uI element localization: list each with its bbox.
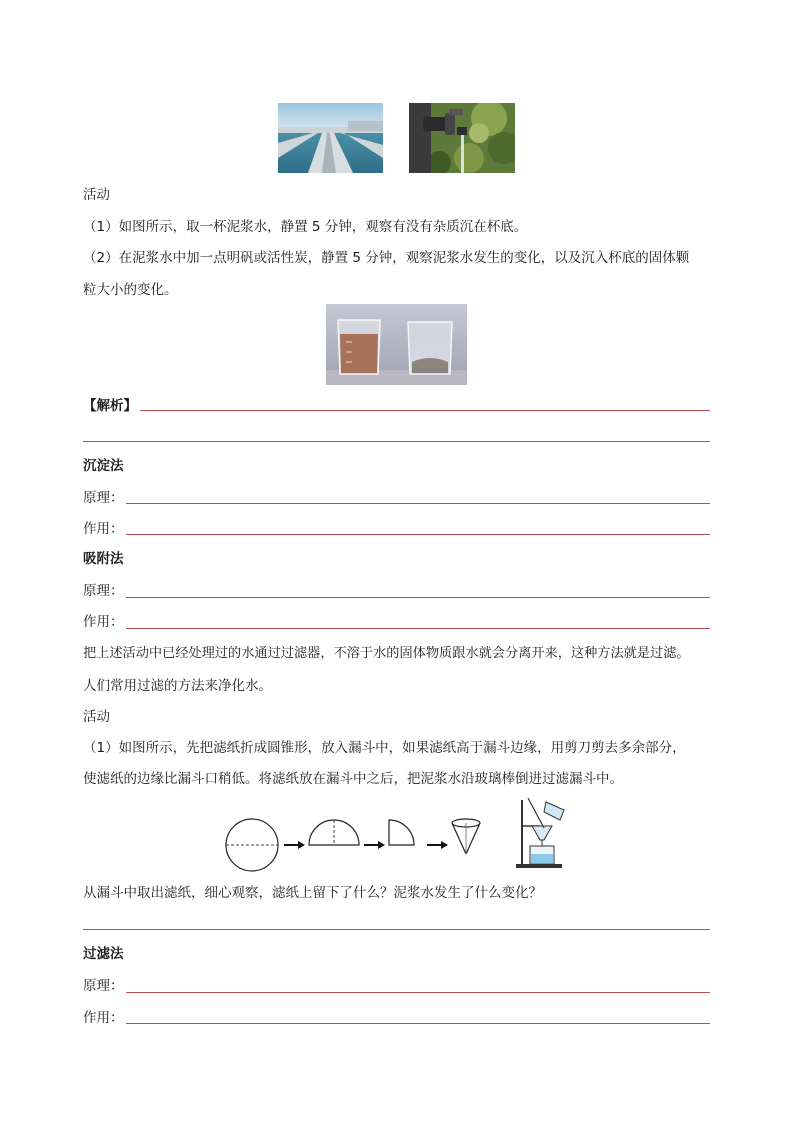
activity1-step2-line1: （2）在泥浆水中加一点明矾或活性炭，静置 5 分钟，观察泥浆水发生的变化，以及沉入杯底的固体颗 xyxy=(83,250,690,266)
adsorption-title: 吸附法 xyxy=(83,551,124,567)
activity2-title: 活动 xyxy=(83,709,110,725)
beakers-photo xyxy=(326,304,467,385)
filtration-principle-label: 原理： xyxy=(83,978,124,994)
sedimentation-function-label: 作用： xyxy=(83,521,124,537)
faucet-water-photo xyxy=(409,103,515,173)
filtration-intro-line1: 把上述活动中已经处理过的水通过过滤器，不溶于水的固体物质跟水就会分离开来，这种方法就是过滤。 xyxy=(83,646,690,661)
activity2-step1-line2: 使滤纸的边缘比漏斗口稍低。将滤纸放在漏斗中之后，把泥浆水沿玻璃棒倒进过滤漏斗中。 xyxy=(83,771,623,787)
filter-folding-diagram xyxy=(222,796,572,872)
activity2-answer-line[interactable] xyxy=(83,929,710,930)
adsorption-principle-line[interactable] xyxy=(126,597,710,598)
filtration-function-label: 作用： xyxy=(83,1010,124,1026)
adsorption-function-line[interactable] xyxy=(126,628,710,629)
sedimentation-title: 沉淀法 xyxy=(83,458,124,474)
activity1-title: 活动 xyxy=(83,187,110,203)
activity2-step1-line1: （1）如图所示，先把滤纸折成圆锥形，放入漏斗中，如果滤纸高于漏斗边缘，用剪刀剪去多余部分， xyxy=(83,740,686,756)
filtration-title: 过滤法 xyxy=(83,946,124,962)
adsorption-function-label: 作用： xyxy=(83,614,124,630)
analysis-answer-line-1[interactable] xyxy=(140,410,710,411)
sedimentation-principle-line[interactable] xyxy=(126,503,710,504)
filtration-intro-line2: 人们常用过滤的方法来净化水。 xyxy=(83,678,272,694)
filtration-principle-line[interactable] xyxy=(126,992,710,993)
analysis-label: 【解析】 xyxy=(83,398,137,414)
water-treatment-plant-photo xyxy=(278,103,383,173)
activity2-question: 从漏斗中取出滤纸，细心观察，滤纸上留下了什么？泥浆水发生了什么变化？ xyxy=(83,885,542,901)
filtration-function-line[interactable] xyxy=(126,1023,710,1024)
activity1-step1: （1）如图所示，取一杯泥浆水，静置 5 分钟，观察有没有杂质沉在杯底。 xyxy=(83,219,528,235)
activity1-step2-line2: 粒大小的变化。 xyxy=(83,282,178,298)
analysis-answer-line-2[interactable] xyxy=(83,441,710,442)
sedimentation-function-line[interactable] xyxy=(126,534,710,535)
adsorption-principle-label: 原理： xyxy=(83,583,124,599)
sedimentation-principle-label: 原理： xyxy=(83,490,124,506)
